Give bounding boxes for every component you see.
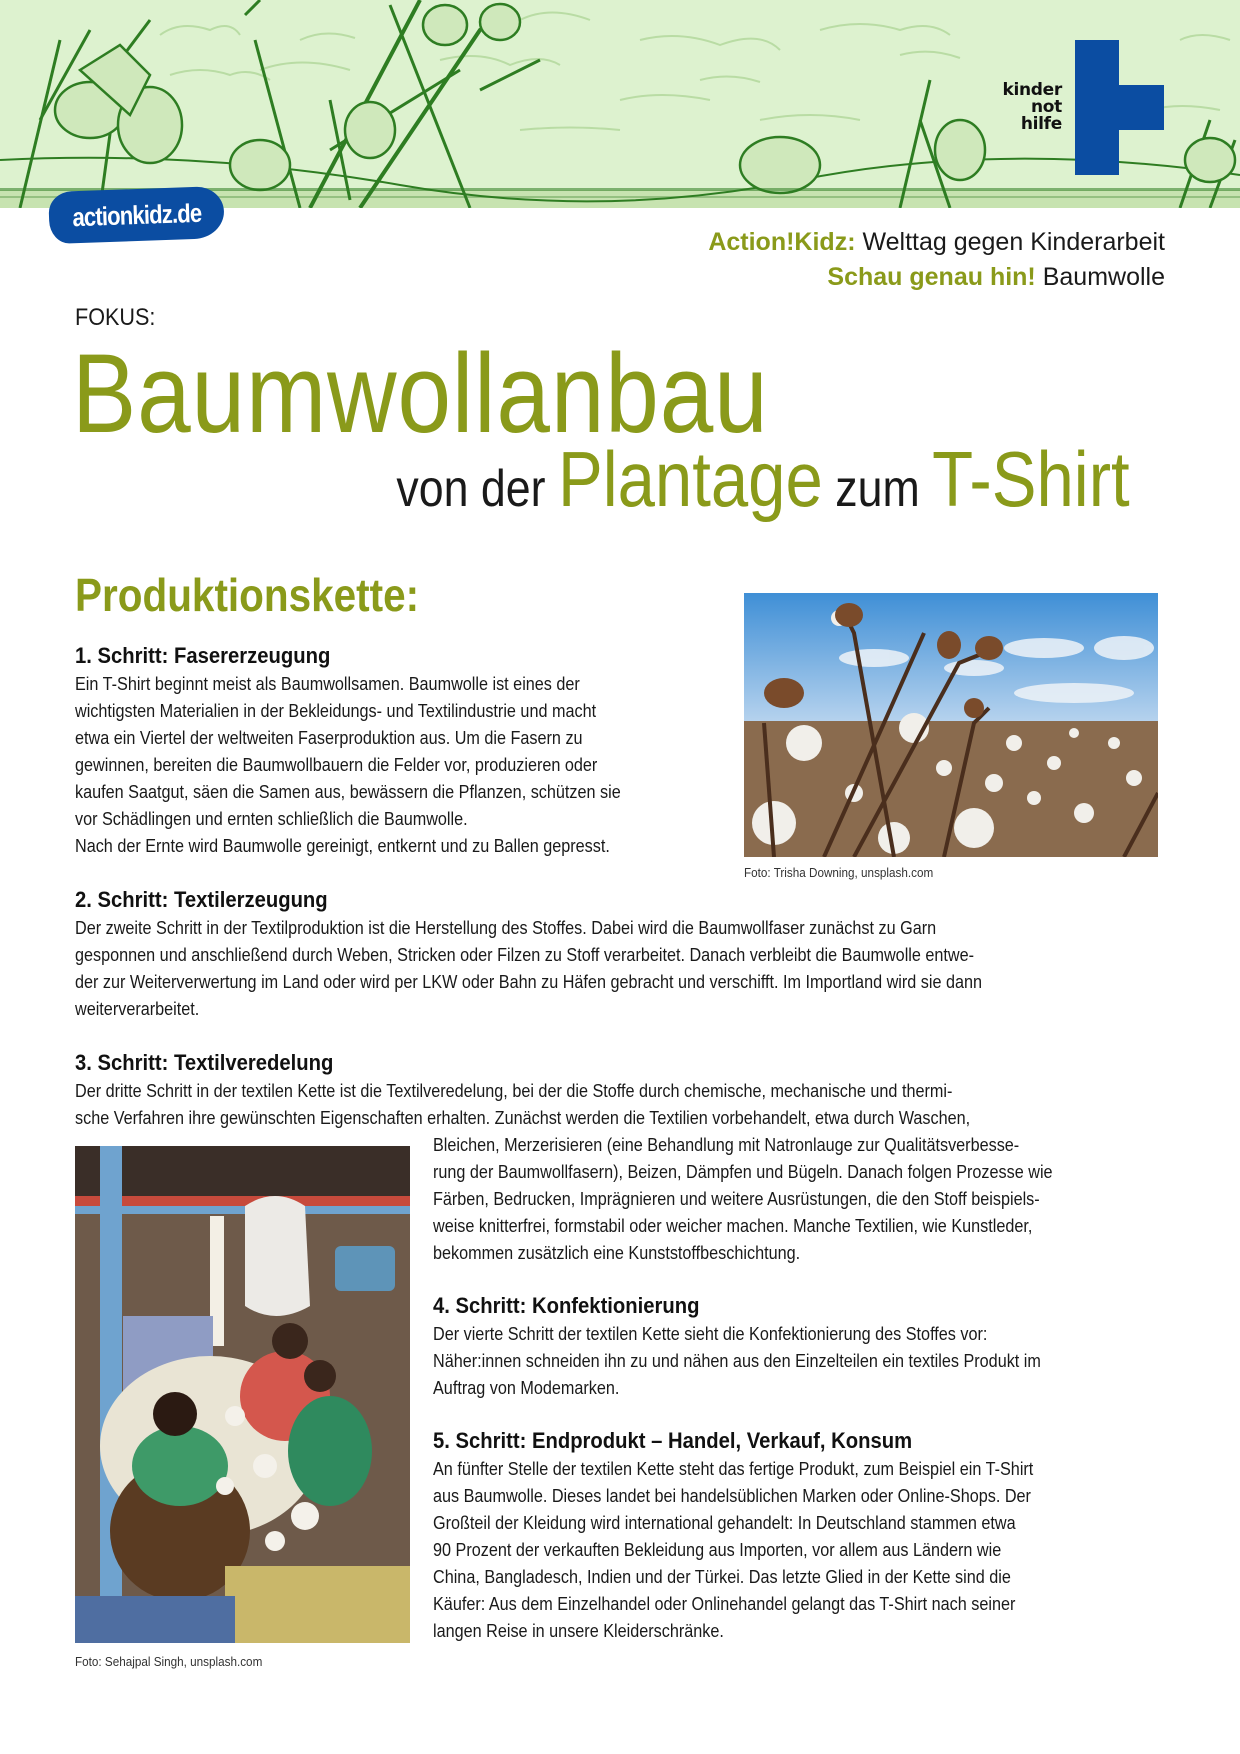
topic-line [827,263,1165,292]
topic-accent: Schau genau hin! [827,263,1036,291]
step-1-heading: 1. Schritt: Fasererzeugung [75,643,331,668]
text-line: Der vierte Schritt der textilen Kette sieht die Konfektionierung des Stoffes vor: [433,1324,988,1344]
step-4-heading: 4. Schritt: Konfektionierung [433,1293,700,1318]
text-line: Der zweite Schritt in der Textilproduktion ist die Herstellung des Stoffes. Dabei wird die Baumwollfaser zunächst zu Garn [75,918,937,938]
kindernothilfe-logo [990,38,1170,178]
step-3-heading: 3. Schritt: Textilveredelung [75,1050,334,1075]
photo-caption: Foto: Sehajpal Singh, unsplash.com [75,1654,263,1669]
step-2-heading: 2. Schritt: Textilerzeugung [75,887,328,912]
step-4-text [433,1321,1108,1402]
cross-icon-horizontal [1119,85,1164,130]
text-line: bekommen zusätzlich eine Kunststoffbeschichtung. [433,1243,801,1263]
text-line: langen Reise in unsere Kleiderschränke. [433,1621,724,1641]
page-title: Baumwollanbau [72,331,769,456]
topic-text: Baumwolle [1035,263,1165,291]
text-line: der zur Weiterverwertung im Land oder wird per LKW oder Bahn zu Häfen gebracht und verschifft. Im Importland wird sie dann [75,972,983,992]
logo-word: not [1030,97,1062,117]
text-line: Bleichen, Merzerisieren (eine Behandlung mit Natronlauge zur Qualitätsverbesse- [433,1135,1020,1155]
campaign-text: Welttag gegen Kinderarbeit [855,228,1165,256]
subtitle-highlight: Plantage [558,435,824,523]
text-line: An fünfter Stelle der textilen Kette steht das fertige Produkt, zum Beispiel ein T-Shirt [433,1459,1034,1479]
text-line: Färben, Bedrucken, Imprägnieren und weitere Ausrüstungen, die den Stoff beispiels- [433,1189,1040,1209]
header-banner [0,0,1240,208]
kindernothilfe-wordmark [1002,82,1062,133]
text-line: weiterverarbeitet. [75,999,200,1019]
text-line: aus Baumwolle. Dieses landet bei handelsüblichen Marken oder Online-Shops. Der [433,1486,1031,1506]
logo-word: hilfe [1020,114,1062,134]
page-subtitle [396,435,1130,523]
text-line: Großteil der Kleidung wird international gehandelt: In Deutschland stammen etwa [433,1513,1016,1533]
step-1-text [75,671,681,860]
text-line: Ein T-Shirt beginnt meist als Baumwollsamen. Baumwolle ist eines der [75,674,580,694]
text-line: gesponnen und anschließend durch Weben, Stricken oder Filzen zu Stoff verarbeitet. Danach verbleibt die Baumwolle entwe- [75,945,975,965]
text-line: 90 Prozent der verkauften Bekleidung aus Importen, vor allem aus Ländern wie [433,1540,1002,1560]
text-line: Käufer: Aus dem Einzelhandel oder Onlinehandel gelangt das T-Shirt nach seiner [433,1594,1016,1614]
step-3-text-continued [433,1132,1121,1267]
logo-word: kinder [1002,80,1062,100]
campaign-line [708,228,1165,257]
text-line: etwa ein Viertel der weltweiten Faserproduktion aus. Um die Fasern zu [75,728,583,748]
cross-icon-vertical [1075,40,1119,175]
text-line: Der dritte Schritt in der textilen Kette ist die Textilveredelung, bei der die Stoffe durch chemische, mechanische und thermi- [75,1081,953,1101]
text-line: China, Bangladesch, Indien und der Türkei. Das letzte Glied in der Kette sind die [433,1567,1011,1587]
focus-label: FOKUS: [75,304,156,331]
subtitle-part: zum [823,460,933,518]
subtitle-highlight: T-Shirt [932,435,1130,523]
actionkidz-logo [48,186,225,244]
text-line: weise knitterfrei, formstabil oder weicher machen. Manche Textilien, wie Kunstleder, [433,1216,1033,1236]
step-5-text [433,1456,1100,1645]
section-title: Produktionskette: [75,569,420,621]
photo-caption: Foto: Trisha Downing, unsplash.com [744,865,934,880]
step-5-heading: 5. Schritt: Endprodukt – Handel, Verkauf, Konsum [433,1428,913,1453]
subtitle-part: von der [396,460,559,518]
text-line: Näher:innen schneiden ihn zu und nähen aus den Einzelteilen ein textiles Produkt im [433,1351,1041,1371]
text-line: kaufen Saatgut, säen die Samen aus, bewässern die Pflanzen, schützen sie [75,782,621,802]
text-line: rung der Baumwollfasern), Beizen, Dämpfen und Bügeln. Danach folgen Prozesse wie [433,1162,1053,1182]
text-line: Auftrag von Modemarken. [433,1378,620,1398]
text-line: gewinnen, bereiten die Baumwollbauern die Felder vor, produzieren oder [75,755,598,775]
text-line: vor Schädlingen und ernten schließlich die Baumwolle. [75,809,468,829]
text-line: sche Verfahren ihre gewünschten Eigenschaften erhalten. Zunächst werden die Textilien vorbehandelt, etwa durch Waschen, [75,1108,971,1128]
cotton-field-photo [744,593,1158,857]
text-line: Nach der Ernte wird Baumwolle gereinigt, entkernt und zu Ballen gepresst. [75,836,610,856]
step-3-text [75,1078,1070,1132]
market-photo [75,1146,410,1643]
text-line: wichtigsten Materialien in der Bekleidungs- und Textilindustrie und macht [75,701,597,721]
step-2-text [75,915,1083,1023]
campaign-accent: Action!Kidz: [708,228,856,256]
actionkidz-label: actionkidz.de [71,197,202,232]
